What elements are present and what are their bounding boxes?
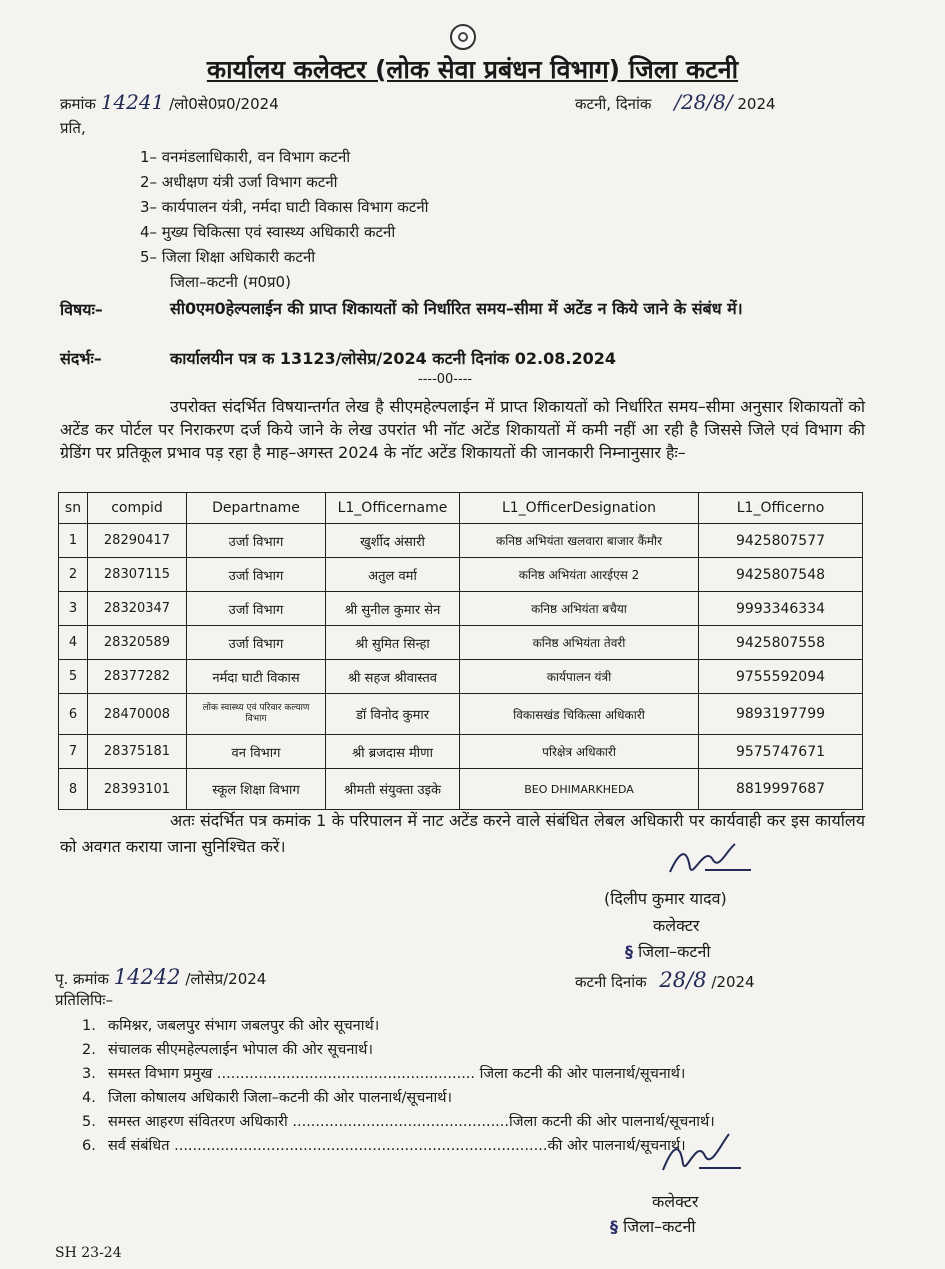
list-item xyxy=(82,1110,715,1134)
endorsement-designation: कलेक्टर xyxy=(652,1192,699,1211)
ref-label: क्रमांक xyxy=(60,95,96,113)
table-row xyxy=(59,524,863,558)
cell-compid: 28320347 xyxy=(88,592,187,626)
endorsement-date-label: कटनी दिनांक xyxy=(575,973,647,991)
table-header-row xyxy=(59,493,863,524)
endorsement-number: 14242 xyxy=(113,965,181,989)
cell-phone: 9425807558 xyxy=(699,626,863,660)
endorsement-district-text: जिला–कटनी xyxy=(623,1217,696,1236)
endorsement-reference xyxy=(55,965,266,989)
cell-officer: श्री सुमित सिन्हा xyxy=(326,626,460,660)
list-item-text: सर्व संबंधित .................................................................................की ओर पालनार्थ/सूचनार्थ। xyxy=(108,1138,686,1154)
col-designation: L1_OfficerDesignation xyxy=(460,493,699,524)
list-item xyxy=(82,1038,715,1062)
cell-sn: 6 xyxy=(59,694,88,735)
signatory-designation: कलेक्टर xyxy=(653,916,700,935)
list-item-text: समस्त विभाग प्रमुख ........................................................ जिला कटनी की ओर पालनार्थ/सूचनार्थ। xyxy=(108,1066,686,1082)
table-row xyxy=(59,694,863,735)
reference-label: संदर्भः– xyxy=(60,349,102,368)
addressee-item: 1– वनमंडलाधिकारी, वन विभाग कटनी xyxy=(140,148,351,166)
ref-number: 14241 xyxy=(100,90,165,114)
body-paragraph-1: उपरोक्त संदर्भित विषयान्तर्गत लेख है सीएमहेल्पलाईन में प्राप्त शिकायतों को निर्धारित समय–सीमा अनुसार शिकायतों को अटेंड कर पोर्टल पर निराकरण दर्ज किये जाने के लेख उपरांत भी नॉट अटेंड शिकायतों में कमी नहीं आ रही है जिससे जिले एवं विभाग की ग्रेडिंग पर प्रतिकूल प्रभाव पड़ रहा है माह–अगस्त 2024 के नॉट अटेंड शिकायतों की जानकारी निम्नानुसार हैः– xyxy=(60,397,865,462)
complaints-table xyxy=(58,492,863,810)
list-item-text: कमिश्नर, जबलपुर संभाग जबलपुर की ओर सूचनार्थ। xyxy=(108,1018,380,1034)
cell-phone: 8819997687 xyxy=(699,769,863,810)
cell-dept: नर्मदा घाटी विकास xyxy=(187,660,326,694)
to-label: प्रति, xyxy=(60,119,86,137)
endorsement-label: पृ. क्रमांक xyxy=(55,970,109,988)
cell-phone: 9575747671 xyxy=(699,735,863,769)
cell-dept: उर्जा विभाग xyxy=(187,626,326,660)
cell-designation: कार्यपालन यंत्री xyxy=(460,660,699,694)
copy-to-list xyxy=(82,1014,715,1158)
cell-dept: वन विभाग xyxy=(187,735,326,769)
date-label: कटनी, दिनांक xyxy=(575,95,652,113)
table-row xyxy=(59,626,863,660)
signatory-district-text: जिला–कटनी xyxy=(638,942,711,961)
col-phone: L1_Officerno xyxy=(699,493,863,524)
cell-compid: 28307115 xyxy=(88,558,187,592)
addressee-item: 4– मुख्य चिकित्सा एवं स्वास्थ्य अधिकारी कटनी xyxy=(140,223,396,241)
cell-phone: 9893197799 xyxy=(699,694,863,735)
subject-text: सी0एम0हेल्पलाईन की प्राप्त शिकायतों को निर्धारित समय–सीमा में अटेंड न किये जाने के संबंध में। xyxy=(170,299,743,318)
government-emblem-icon xyxy=(450,24,476,50)
endorsement-signature-icon xyxy=(655,1130,745,1180)
signatory-district xyxy=(625,940,710,962)
cell-phone: 9993346334 xyxy=(699,592,863,626)
cell-officer: श्रीमती संयुक्ता उइके xyxy=(326,769,460,810)
cell-compid: 28290417 xyxy=(88,524,187,558)
addressee-list xyxy=(140,145,429,295)
list-item xyxy=(82,1086,715,1110)
footer-code: SH 23-24 xyxy=(55,1245,122,1261)
initial-mark-icon: § xyxy=(610,1217,618,1236)
letter-date xyxy=(575,90,776,114)
cell-designation: कनिष्ठ अभियंता आरईएस 2 xyxy=(460,558,699,592)
reference-text: कार्यालयीन पत्र क 13123/लोसेप्र/2024 कटनी दिनांक 02.08.2024 xyxy=(170,349,616,368)
table-row xyxy=(59,592,863,626)
col-compid: compid xyxy=(88,493,187,524)
cell-designation: BEO DHIMARKHEDA xyxy=(460,769,699,810)
list-item xyxy=(82,1062,715,1086)
cell-dept: लोक स्वास्थ्य एवं परिवार कल्याण विभाग xyxy=(187,694,326,735)
signatory-name: (दिलीप कुमार यादव) xyxy=(604,889,727,908)
endorsement-district xyxy=(610,1215,695,1237)
cell-sn: 1 xyxy=(59,524,88,558)
cell-designation: परिक्षेत्र अधिकारी xyxy=(460,735,699,769)
endorsement-date xyxy=(575,968,755,992)
cell-dept: स्कूल शिक्षा विभाग xyxy=(187,769,326,810)
list-item-text: समस्त आहरण संवितरण अधिकारी ...............................................जिला कटनी की ओर पालनार्थ/सूचनार्थ। xyxy=(108,1114,715,1130)
cell-officer: श्री सुनील कुमार सेन xyxy=(326,592,460,626)
date-year: 2024 xyxy=(737,95,776,113)
subject-label: विषयः– xyxy=(60,300,103,319)
cell-designation: कनिष्ठ अभियंता तेवरी xyxy=(460,626,699,660)
list-item-text: जिला कोषालय अधिकारी जिला–कटनी की ओर पालनार्थ/सूचनार्थ। xyxy=(108,1090,452,1106)
cell-designation: कनिष्ठ अभियंता खलवारा बाजार कैंमौर xyxy=(460,524,699,558)
list-item-number: 3. xyxy=(82,1066,96,1082)
cell-sn: 7 xyxy=(59,735,88,769)
cell-sn: 4 xyxy=(59,626,88,660)
endorsement-year: /2024 xyxy=(711,973,755,991)
body-paragraph-2: अतः संदर्भित पत्र कमांक 1 के परिपालन में नाट अटेंड करने वाले संबंधित लेबल अधिकारी पर कार्यवाही कर इस कार्यालय को अवगत कराया जाना सुनिश्चित करें। xyxy=(60,811,865,856)
ref-suffix: /लो0से0प्र0/2024 xyxy=(169,95,279,113)
addressee-item: 5– जिला शिक्षा अधिकारी कटनी xyxy=(140,248,316,266)
list-item xyxy=(82,1014,715,1038)
cell-sn: 8 xyxy=(59,769,88,810)
cell-phone: 9425807548 xyxy=(699,558,863,592)
col-sn: sn xyxy=(59,493,88,524)
addressee-item: 3– कार्यपालन यंत्री, नर्मदा घाटी विकास विभाग कटनी xyxy=(140,198,429,216)
endorsement-date-handwritten: 28/8 xyxy=(659,968,707,992)
cell-compid: 28470008 xyxy=(88,694,187,735)
list-item-number: 1. xyxy=(82,1018,96,1034)
addressee-item: जिला–कटनी (म0प्र0) xyxy=(170,273,291,291)
cell-compid: 28375181 xyxy=(88,735,187,769)
cell-officer: डॉ विनोद कुमार xyxy=(326,694,460,735)
cell-phone: 9425807577 xyxy=(699,524,863,558)
addressee-item: 2– अधीक्षण यंत्री उर्जा विभाग कटनी xyxy=(140,173,338,191)
list-item-number: 6. xyxy=(82,1138,96,1154)
table-row xyxy=(59,558,863,592)
table-row xyxy=(59,769,863,810)
copy-to-label: प्रतिलिपिः– xyxy=(55,991,113,1009)
date-handwritten: /28/8/ xyxy=(674,90,733,114)
cell-sn: 5 xyxy=(59,660,88,694)
list-item-number: 2. xyxy=(82,1042,96,1058)
letter-reference xyxy=(60,90,279,114)
endorsement-suffix: /लोसेप्र/2024 xyxy=(185,970,267,988)
cell-dept: उर्जा विभाग xyxy=(187,558,326,592)
cell-dept: उर्जा विभाग xyxy=(187,524,326,558)
cell-officer: अतुल वर्मा xyxy=(326,558,460,592)
list-item-number: 5. xyxy=(82,1114,96,1130)
cell-designation: विकासखंड चिकित्सा अधिकारी xyxy=(460,694,699,735)
cell-officer: श्री सहज श्रीवास्तव xyxy=(326,660,460,694)
cell-phone: 9755592094 xyxy=(699,660,863,694)
initial-mark-icon: § xyxy=(625,942,633,961)
list-item xyxy=(82,1134,715,1158)
cell-compid: 28377282 xyxy=(88,660,187,694)
table-row xyxy=(59,660,863,694)
col-officer: L1_Officername xyxy=(326,493,460,524)
office-title: कार्यालय कलेक्टर (लोक सेवा प्रबंधन विभाग) जिला कटनी xyxy=(206,55,739,84)
cell-sn: 3 xyxy=(59,592,88,626)
cell-sn: 2 xyxy=(59,558,88,592)
list-item-text: संचालक सीएमहेल्पलाईन भोपाल की ओर सूचनार्थ। xyxy=(108,1042,373,1058)
cell-dept: उर्जा विभाग xyxy=(187,592,326,626)
table-row xyxy=(59,735,863,769)
cell-officer: श्री ब्रजदास मीणा xyxy=(326,735,460,769)
cell-compid: 28320589 xyxy=(88,626,187,660)
col-dept: Departname xyxy=(187,493,326,524)
collector-signature-icon xyxy=(665,840,755,880)
cell-officer: खुर्शीद अंसारी xyxy=(326,524,460,558)
separator: ----00---- xyxy=(418,372,473,387)
list-item-number: 4. xyxy=(82,1090,96,1106)
cell-designation: कनिष्ठ अभियंता बचैया xyxy=(460,592,699,626)
cell-compid: 28393101 xyxy=(88,769,187,810)
